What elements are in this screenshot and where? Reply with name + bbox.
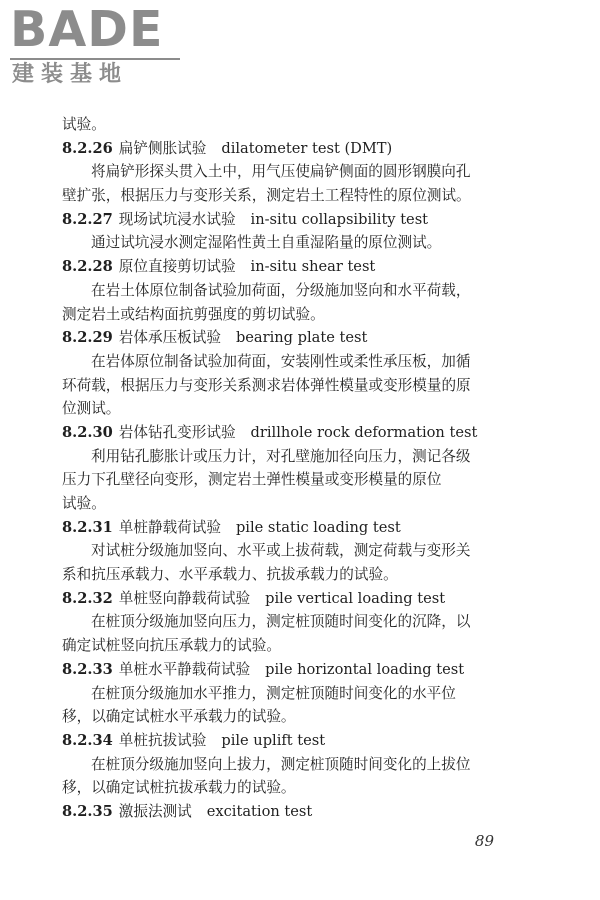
term-number: 8.2.35 <box>62 802 113 820</box>
definition-line: 对试桩分级施加竖向、水平或上拔荷载，测定荷载与变形关 <box>91 542 471 560</box>
term-number: 8.2.27 <box>62 210 113 228</box>
term-english: dilatometer test (DMT) <box>221 139 393 157</box>
definition-line: 试验。 <box>62 495 106 512</box>
definition-line: 壁扩张，根据压力与变形关系，测定岩土工程特性的原位测试。 <box>62 187 471 205</box>
definition-line: 测定岩土或结构面抗剪强度的剪切试验。 <box>62 305 325 323</box>
logo-rule <box>10 58 180 60</box>
page-number: 89 <box>474 832 494 850</box>
term-chinese: 现场试坑浸水试验 <box>118 210 236 228</box>
term-heading <box>62 255 512 279</box>
logo <box>10 1 185 88</box>
term-english: excitation test <box>206 802 313 820</box>
term-english: drillhole rock deformation test <box>250 423 478 441</box>
term-number: 8.2.31 <box>62 518 113 536</box>
definition-line: 在岩体原位制备试验加荷面，安装刚性或柔性承压板，加循 <box>91 352 471 370</box>
term-number: 8.2.32 <box>62 589 113 607</box>
term-chinese: 岩体钻孔变形试验 <box>118 423 236 441</box>
term-english: pile vertical loading test <box>265 589 446 607</box>
definition-line: 移，以确定试桩抗拔承载力的试验。 <box>62 779 296 797</box>
definition-line: 将扁铲形探头贯入土中，用气压使扁铲侧面的圆形钢膜向孔 <box>91 163 471 181</box>
definition-line: 压力下孔壁径向变形，测定岩土弹性模量或变形模量的原位 <box>62 471 442 489</box>
term-chinese: 原位直接剪切试验 <box>118 258 236 276</box>
definition-line: 在桩顶分级施加水平推力，测定桩顶随时间变化的水平位 <box>91 684 456 702</box>
definition-line: 确定试桩竖向抗压承载力的试验。 <box>62 637 281 655</box>
term-english: bearing plate test <box>235 329 368 347</box>
term-chinese: 扁铲侧胀试验 <box>118 139 207 157</box>
definition-line: 移，以确定试桩水平承载力的试验。 <box>62 708 296 726</box>
term-number: 8.2.28 <box>62 258 113 276</box>
definition-line: 在桩顶分级施加竖向上拔力，测定桩顶随时间变化的上拔位 <box>91 755 471 773</box>
term-chinese: 单桩抗拔试验 <box>118 731 207 749</box>
definition-line: 在岩土体原位制备试验加荷面，分级施加竖向和水平荷载， <box>91 281 471 299</box>
definition-line: 在桩顶分级施加竖向压力，测定桩顶随时间变化的沉降，以 <box>91 613 471 631</box>
term-number: 8.2.34 <box>62 731 113 749</box>
term-english: pile static loading test <box>235 518 401 536</box>
continued-text: 试验。 <box>62 116 106 133</box>
term-heading <box>62 587 512 611</box>
definition-line: 通过试坑浸水测定湿陷性黄土自重湿陷量的原位测试。 <box>91 234 442 252</box>
logo-wordmark: BADE <box>10 1 164 58</box>
definition-line: 环荷载，根据压力与变形关系测求岩体弹性模量或变形模量的原 <box>62 376 471 394</box>
term-english: pile horizontal loading test <box>265 660 465 678</box>
logo-subtitle: 建装基地 <box>12 62 129 87</box>
term-chinese: 单桩水平静载荷试验 <box>118 660 251 678</box>
term-english: in-situ shear test <box>250 258 376 276</box>
term-english: in-situ collapsibility test <box>250 210 429 228</box>
term-english: pile uplift test <box>221 731 326 749</box>
term-heading <box>62 326 512 350</box>
term-heading <box>62 421 512 445</box>
term-chinese: 单桩竖向静载荷试验 <box>118 589 251 607</box>
term-heading <box>62 516 512 540</box>
term-number: 8.2.33 <box>62 660 113 678</box>
term-heading <box>62 729 512 753</box>
term-chinese: 激振法测试 <box>118 802 192 820</box>
term-chinese: 单桩静载荷试验 <box>118 518 221 536</box>
term-number: 8.2.30 <box>62 423 113 441</box>
term-heading <box>62 208 512 232</box>
definition-line: 系和抗压承载力、水平承载力、抗拔承载力的试验。 <box>62 566 398 584</box>
term-heading <box>62 800 512 824</box>
term-heading <box>62 658 512 682</box>
document-body <box>62 113 512 824</box>
term-chinese: 岩体承压板试验 <box>118 329 221 347</box>
term-number: 8.2.29 <box>62 329 113 347</box>
term-heading <box>62 137 512 161</box>
definition-line: 位测试。 <box>62 400 121 418</box>
definition-line: 利用钻孔膨胀计或压力计，对孔壁施加径向压力，测记各级 <box>91 447 471 465</box>
term-number: 8.2.26 <box>62 139 113 157</box>
